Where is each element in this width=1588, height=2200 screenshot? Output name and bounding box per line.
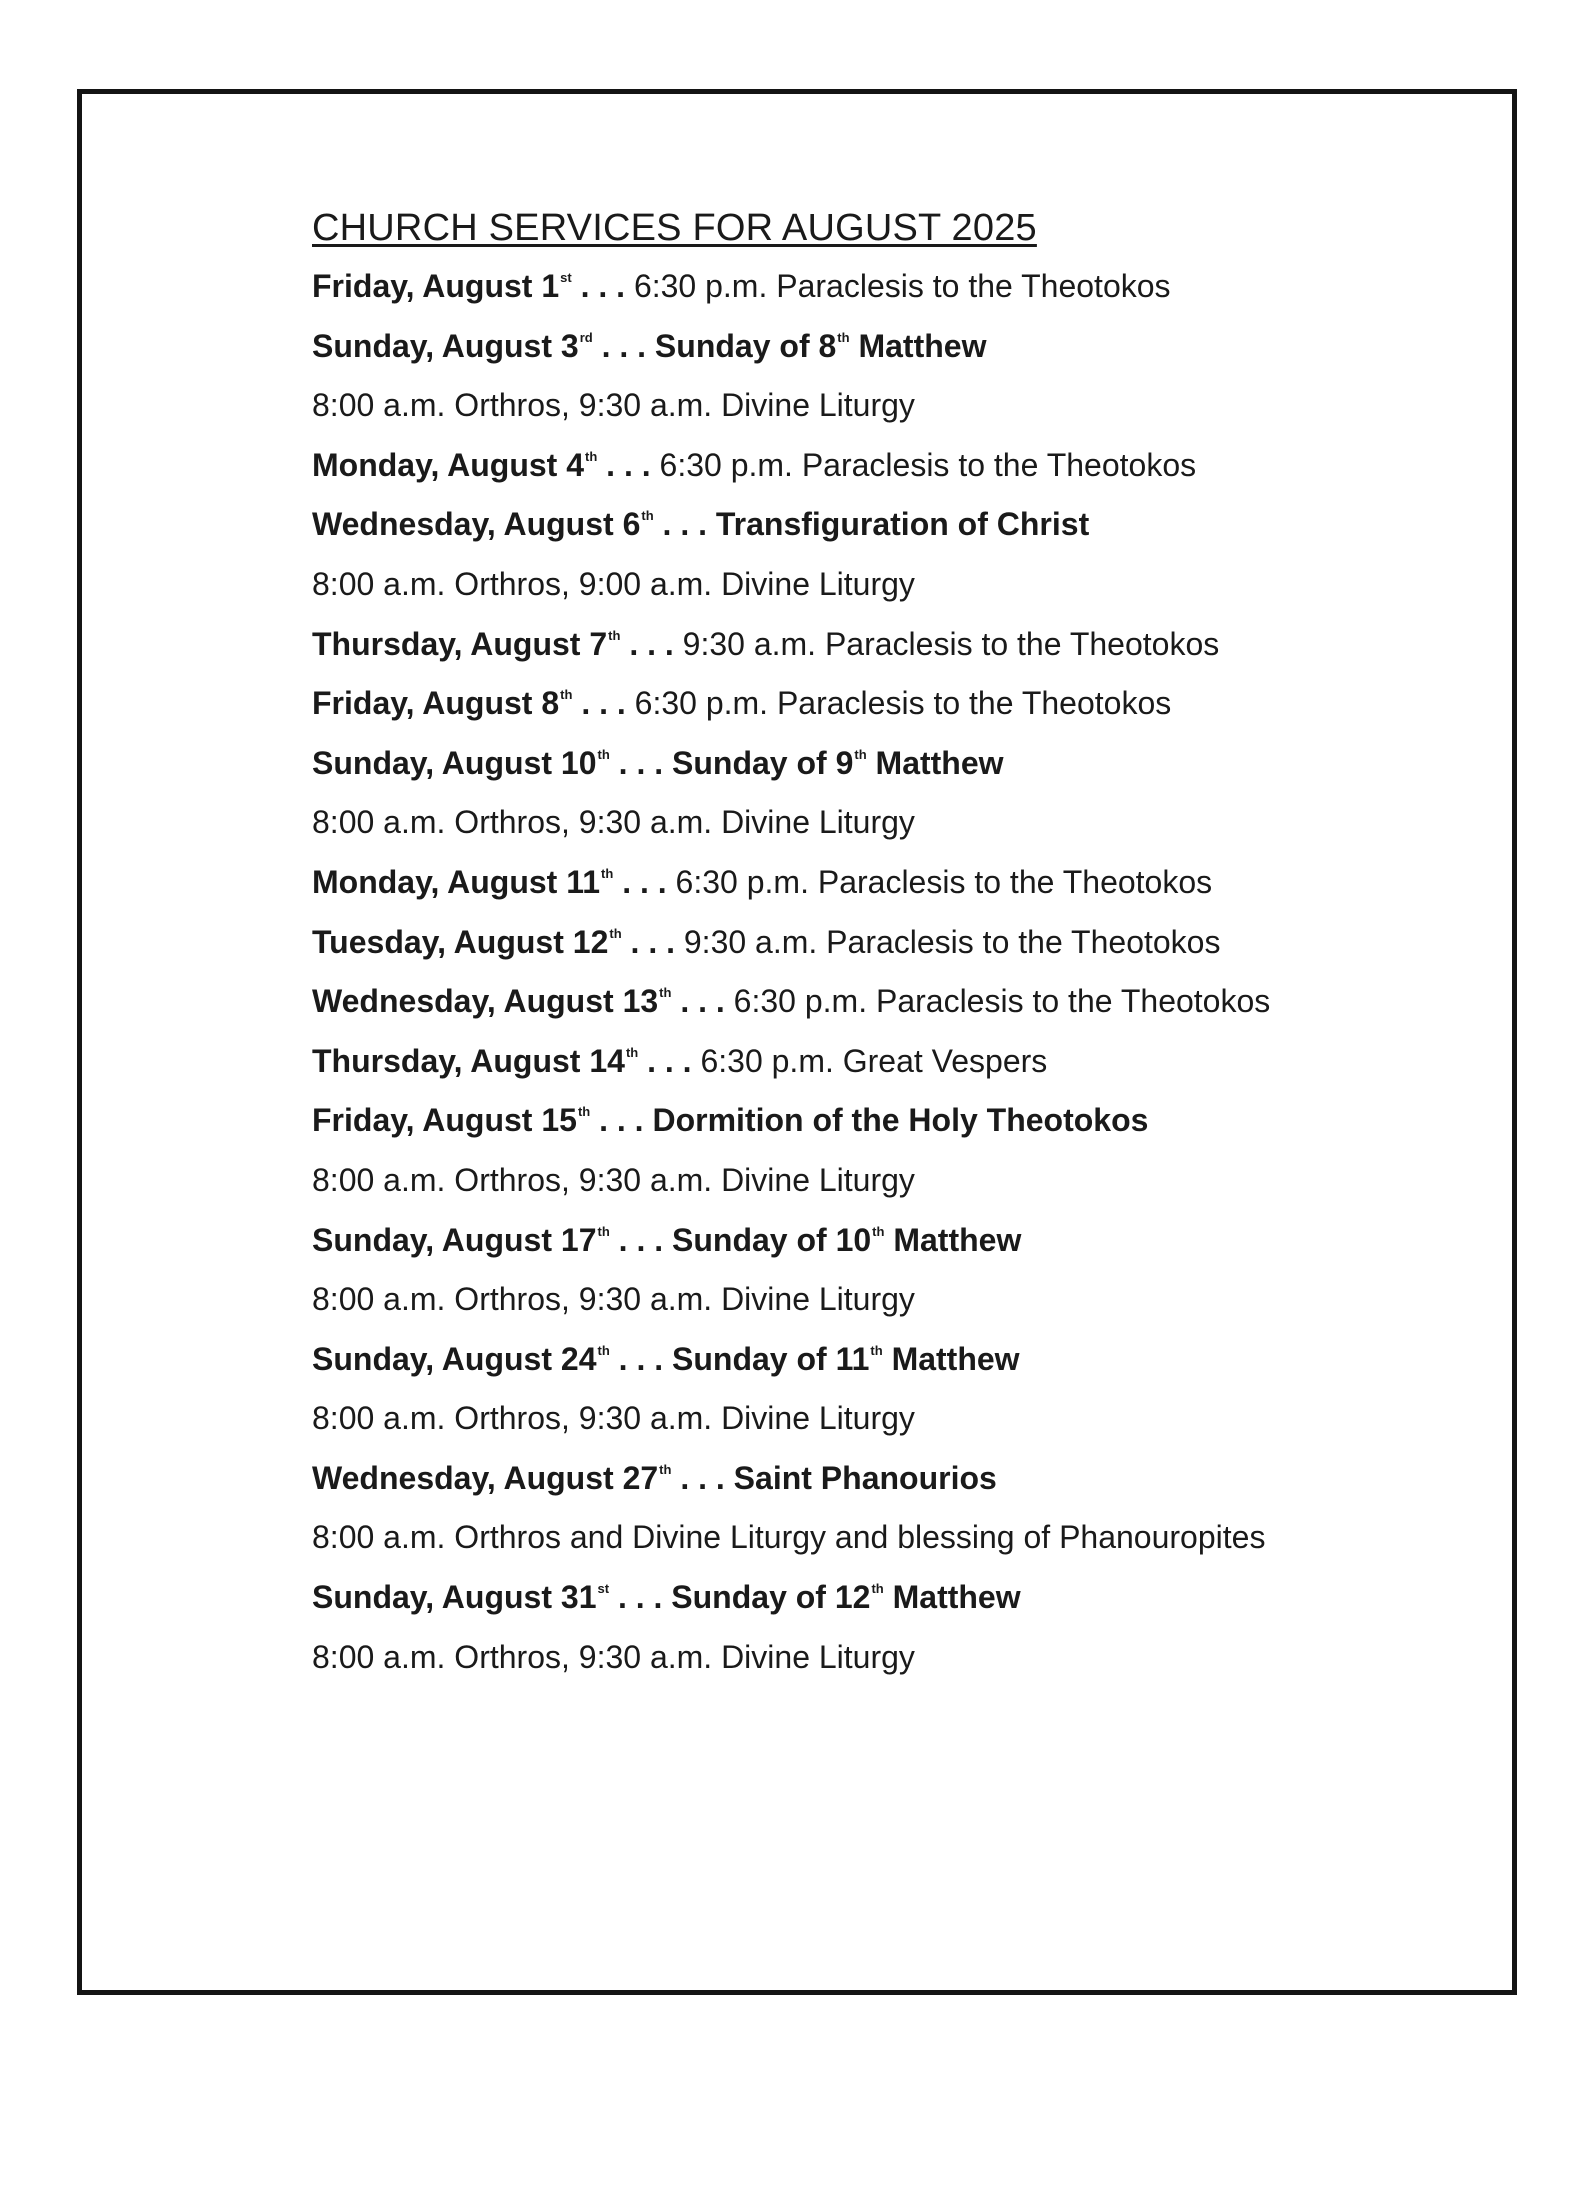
date-ordinal-suffix: th [597,1342,610,1358]
schedule-entry [312,853,1462,913]
service-times-line [312,1270,1462,1330]
service-ordinal-suffix: th [871,1581,884,1597]
schedule-entry [312,436,1462,496]
entry-separator: . . . [671,983,734,1020]
service-times-text: 8:00 a.m. Orthros, 9:30 a.m. Divine Liturgy [312,1161,915,1198]
schedule-entry [312,1449,1462,1509]
entry-service-suffix: Matthew [866,744,1004,781]
entry-date: Wednesday, August 6 [312,506,641,543]
entry-separator: . . . [638,1042,701,1079]
entry-service-suffix: Matthew [883,1579,1021,1616]
service-times-text: 8:00 a.m. Orthros and Divine Liturgy and blessing of Phanouropites [312,1519,1266,1556]
entry-service: Sunday of 10 [672,1221,872,1258]
entry-service: Dormition of the Holy Theotokos [652,1102,1149,1139]
service-times-text: 8:00 a.m. Orthros, 9:30 a.m. Divine Liturgy [312,1400,915,1437]
entry-date: Sunday, August 17 [312,1221,597,1258]
entry-service: 6:30 p.m. Great Vespers [700,1042,1048,1079]
entry-separator: . . . [609,1579,672,1616]
service-times-line [312,376,1462,436]
entry-separator: . . . [592,327,655,364]
schedule-entry [312,615,1462,675]
service-times-line [312,1508,1462,1568]
entry-service: 9:30 a.m. Paraclesis to the Theotokos [682,625,1220,662]
entry-service: 6:30 p.m. Paraclesis to the Theotokos [733,983,1271,1020]
entry-date: Friday, August 8 [312,685,560,722]
service-times-text: 8:00 a.m. Orthros, 9:30 a.m. Divine Liturgy [312,1281,915,1318]
entry-service: 6:30 p.m. Paraclesis to the Theotokos [659,446,1197,483]
entry-date: Wednesday, August 13 [312,983,659,1020]
entry-service: Sunday of 11 [672,1340,870,1377]
service-times-line [312,793,1462,853]
entry-date: Sunday, August 24 [312,1340,597,1377]
entry-service: 6:30 p.m. Paraclesis to the Theotokos [634,685,1172,722]
service-ordinal-suffix: th [837,329,850,345]
entry-service: 9:30 a.m. Paraclesis to the Theotokos [683,923,1221,960]
service-times-line [312,555,1462,615]
entry-service: Transfiguration of Christ [715,506,1090,543]
entry-separator: . . . [671,1459,734,1496]
entry-date: Wednesday, August 27 [312,1459,659,1496]
date-ordinal-suffix: th [601,865,614,881]
service-times-text: 8:00 a.m. Orthros, 9:30 a.m. Divine Liturgy [312,1638,915,1675]
date-ordinal-suffix: rd [579,329,593,345]
date-ordinal-suffix: th [560,687,573,703]
schedule-entry [312,257,1462,317]
date-ordinal-suffix: st [560,270,572,285]
entry-separator: . . . [609,1221,672,1258]
entry-separator: . . . [609,1340,672,1377]
entry-service: 6:30 p.m. Paraclesis to the Theotokos [675,863,1213,900]
entry-date: Sunday, August 31 [312,1579,597,1616]
entry-separator: . . . [609,744,672,781]
schedule-entry [312,1091,1462,1151]
entry-service-suffix: Matthew [884,1221,1022,1258]
service-ordinal-suffix: th [872,1223,885,1239]
schedule-entry [312,495,1462,555]
date-ordinal-suffix: th [597,1223,610,1239]
entry-date: Thursday, August 7 [312,625,608,662]
entry-date: Friday, August 1 [312,268,560,304]
date-ordinal-suffix: th [641,508,654,524]
date-ordinal-suffix: th [577,1104,591,1120]
date-ordinal-suffix: th [608,627,621,643]
entry-separator: . . . [621,923,684,960]
schedule-entry [312,1211,1462,1271]
entry-separator: . . . [572,685,635,722]
service-times-line [312,1151,1462,1211]
entry-service: Sunday of 8 [654,327,837,364]
entry-service: Sunday of 12 [671,1579,871,1616]
entry-service: Sunday of 9 [672,744,854,781]
schedule-entry [312,972,1462,1032]
date-ordinal-suffix: th [659,985,672,1001]
service-times-text: 8:00 a.m. Orthros, 9:30 a.m. Divine Liturgy [312,387,915,424]
service-ordinal-suffix: th [854,746,867,762]
entry-service-suffix: Matthew [849,327,987,364]
entry-date: Sunday, August 10 [312,744,597,781]
date-ordinal-suffix: th [659,1461,672,1477]
date-ordinal-suffix: th [597,746,610,762]
schedule-title: CHURCH SERVICES FOR AUGUST 2025 [312,207,1037,249]
entry-date: Friday, August 15 [312,1102,577,1139]
entry-date: Thursday, August 14 [312,1042,625,1079]
entry-date: Sunday, August 3 [312,327,579,364]
entry-separator: . . . [571,268,634,304]
entry-service: 6:30 p.m. Paraclesis to the Theotokos [633,268,1171,304]
entry-separator: . . . [613,863,676,900]
date-ordinal-suffix: th [609,925,622,941]
schedule-entry [312,1330,1462,1390]
schedule-entry [312,1032,1462,1092]
service-times-text: 8:00 a.m. Orthros, 9:30 a.m. Divine Liturgy [312,804,915,841]
entry-separator: . . . [653,506,716,543]
date-ordinal-suffix: st [597,1581,610,1597]
service-times-line [312,1628,1462,1688]
entry-service-suffix: Matthew [882,1340,1020,1377]
date-ordinal-suffix: th [625,1044,639,1060]
schedule-entries [312,257,1462,1687]
entry-date: Monday, August 4 [312,446,584,483]
schedule-entry [312,913,1462,973]
entry-separator: . . . [590,1102,653,1139]
service-times-line [312,1389,1462,1449]
entry-service: Saint Phanourios [733,1459,997,1496]
entry-separator: . . . [620,625,683,662]
entry-separator: . . . [597,446,660,483]
service-ordinal-suffix: th [870,1342,883,1358]
entry-date: Tuesday, August 12 [312,923,609,960]
schedule-entry [312,1568,1462,1628]
entry-date: Monday, August 11 [312,863,601,900]
service-times-text: 8:00 a.m. Orthros, 9:00 a.m. Divine Liturgy [312,565,915,602]
schedule-entry [312,674,1462,734]
schedule-entry [312,317,1462,377]
schedule-content [312,203,1462,1687]
date-ordinal-suffix: th [585,448,598,464]
schedule-entry [312,734,1462,794]
